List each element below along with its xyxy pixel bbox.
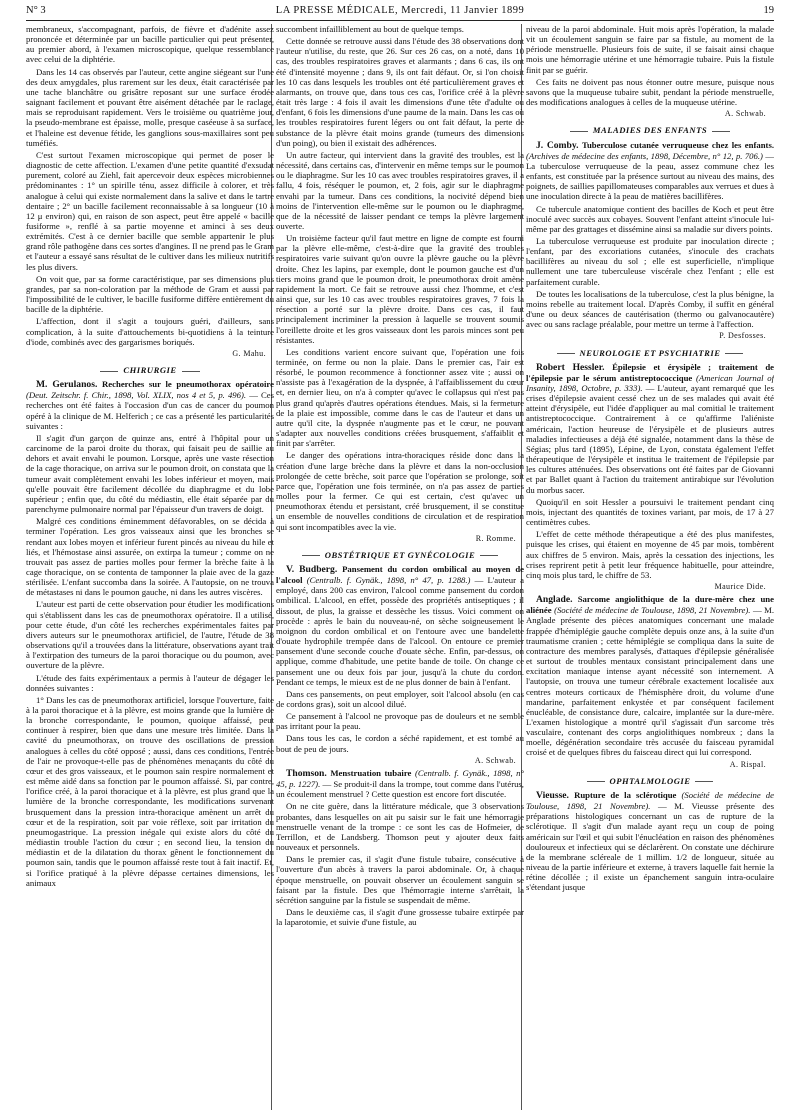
paragraph: 1° Dans les cas de pneumothorax artificiel, lorsque l'ouverture, faite à la paroi thoracique et à la plèvre, est moins grande que la lumière de la bronche correspondante, le poumon, quoique affaissé, peut continuer à respirer, bien que dans une mesure très limitée. Dans la cavité du pneumothorax, on trouve des oscillations de pression analogues à celles du côté opposé ; aussi, dans ces conditions, l'entrée de l'air ne provoque-t-elle pas de phénomènes menaçants du côté du cœur et des gros vaisseaux, et le poumon sain respire normalement et est même aidé dans sa fonction par le poumon affaissé. Si, par contre, l'orifice créé, à la paroi thoracique et à la plèvre, est plus grand que la lumière de la bronche correspondante, les modifications survenant brusquement dans la pression intra-thoracique amènent un arrêt du cœur et de la respiration, soit par voie réflexe, soit par irritation du pneumogastrique. La pression inégale qui existe alors du côté du médiastin trouble l'action du cœur ; en second lieu, la tension du médiastin et de la dilatation du thorax gênent le fonctionnement du poumon sain, tandis que le poumon affaissé reste tout à fait inactif. Et, si l'orifice pratiqué à la plèvre dépasse certaines dimensions, les animaux: [26, 694, 274, 888]
paragraph: De toutes les localisations de la tuberculose, c'est la plus bénigne, la moins rebelle au traitement local. D'après Comby, il suffit en général d'une ou deux séances de cautérisation (thermo ou galvanocautère) avec ou sans raclage préalable, pour mettre un terme à l'affection.: [526, 288, 774, 330]
article-lead: [526, 594, 774, 758]
paragraph: membraneux, s'accompagnant, parfois, de fièvre et d'adénite assez prononcée et déterminée par un bacille particulier qui peut présenter, au premier abord, à l'examen microscopique, quelque ressemblance avec celui de la diphtérie.: [26, 24, 274, 65]
author-signature: A. Rispal.: [729, 759, 766, 769]
column-2: [276, 24, 524, 1110]
article-author: M. Gerulanos.: [36, 379, 98, 391]
article-lead: [526, 140, 774, 202]
paragraph: Dans ces pansements, on peut employer, soit l'alcool absolu (en cas de cordons gras), soit un alcool dilué.: [276, 688, 524, 709]
article-author: Vieusse.: [536, 789, 569, 801]
article-title: Pansement du cordon ombilical au moyen de l'alcool: [276, 563, 524, 586]
paragraph: Il s'agit d'un garçon de quinze ans, entré à l'hôpital pour un carcinome de la paroi droite du thorax, qui faisait peu de saillie au dehors et avait envahi le poumon. Lorsque, après une vaste résection de la cage thoracique, on arriva sur le poumon droit, on constata que la tumeur avait complètement envahi les lobes inférieur et moyen, mais qu'elle pouvait être facilement décollée du diaphragme et du lobe supérieur ; enfin que, du côté du médiastin, elle était séparée par du parenchyme pulmonaire normal par l'épaisseur d'un travers de doigt.: [26, 432, 274, 515]
paragraph: Les conditions varient encore suivant que, l'opération une fois terminée, on ferme ou non la plaie. Dans le premier cas, l'air est résorbé, le poumon recommence à fonctionner assez vite ; aussi on n'assiste pas à l'exagération de la dyspnée, à l'affaiblissement du cœur et, en dernier lieu, on n'a à compter qu'avec le collapsus qui n'est pas plus grand qu'après d'autres opérations étendues. Mais, si la fermeture de la plaie est impossible, comme dans le cas de l'auteur et dans un autre qu'il cite, la dyspnée n'augmente pas et le cœur, ne pouvant s'adapter aux nouvelles conditions créées brusquement, s'affaiblit et finit par s'arrêter.: [276, 346, 524, 449]
paragraph: Dans le premier cas, il s'agit d'une fistule tubaire, consécutive à l'ouverture d'un abcès à travers la paroi abdominale. Or, à chaque époque menstruelle, on pouvait observer un écoulement sanguin se faisant par la fistule. Des que l'hémorragie interne s'arrêtait, la sécrétion sanguine par la fistule se suspendait de même.: [276, 854, 524, 905]
article-lead: [526, 362, 774, 495]
paragraph: C'est surtout l'examen microscopique qui permet de poser le diagnostic de cette affection. L'examen d'une petite quantité d'exsudat purement, coloré au Ziehl, fait apercevoir deux espèces microbiennes prédominantes : 1° un spirille ténu, assez difficile à colorer, et très analogue à celui qui existe normalement dans la salive et dans le tartre dentaire ; 2° un bacille facilement reconnaissable à sa longueur (10 à 12 μ environ) qui, en raison de son aspect, peut être appelé « bacille fusiforme », renflé à sa partie moyenne et aminci à ses deux extrémités. C'est à ce dernier bacille que semble appartenir le plus grand rôle pathogène dans ces sortes d'angines. Il ne prend pas le Gram et l'auteur a essayé sans résultat de le cultiver dans les milieux nutritifs les plus divers.: [26, 149, 274, 272]
paragraph: La tuberculose verruqueuse est produite par inoculation directe ; l'enfant, par des excoriations cutanées, s'inocule des crachats bacillifères au niveau du sol ; elle est superficielle, n'implique nullement une tare tuberculeuse viscérale chez l'enfant ; elle est parfaitement curable.: [526, 235, 774, 287]
article-lead: [26, 379, 274, 431]
paragraph: Quoiqu'il en soit Hessler a poursuivi le traitement pendant cinq mois, injectant des quantités de toxines variant, par mois, de 17 à 27 centimètres cubes.: [526, 496, 774, 528]
paragraph: Dans les 14 cas observés par l'auteur, cette angine siégeant sur l'une des deux amygdales, plus rarement sur les deux, était caractérisée par une tache blanchâtre ou grisâtre reposant sur une surface érodée saignant facilement et pouvant être aisément détachée par le raclage, mais se reproduisant rapidement. Vers le troisième ou quatrième jour, la pseudo-membrane est épaisse, molle, presque caséeuse à sa surface, et l'haleine est devenue fétide, les ganglions sous-maxillaires sont peu tuméfiés.: [26, 66, 274, 148]
author-signature: G. Mahu.: [232, 348, 266, 358]
issue-number: N° 3: [26, 5, 46, 16]
article-title: Épilepsie et érysipèle ; traitement de l'épilepsie par le sérum antistreptococcique: [526, 361, 774, 383]
column-3: [526, 24, 774, 1110]
paragraph: L'auteur est parti de cette observation pour étudier les modifications qui s'établissent dans les cas de pneumothorax opératoire. Il a utilisé, pour cette étude, d'un côté les recherches expérimentales faites par divers auteurs sur le pneumothorax artificiel, de l'autre, l'étude de 38 observations qu'il a trouvées dans la littérature, observations ayant trait à l'extirpation des tumeurs de la paroi thoracique ou du poumon, avec ouverture de la plèvre.: [26, 599, 274, 671]
author-signature: R. Romme.: [475, 533, 516, 543]
paragraph: Malgré ces conditions éminemment défavorables, on se décida à terminer l'opération. Les gros vaisseaux ainsi que les bronches se rendant aux lobes moyen et inférieur furent pincés au niveau du hile et liés, et l'hémostase ainsi assurée, on extirpa la tumeur ; comme on ne trouvait pas assez de parties molles pour fermer la brèche faite à la cage thoracique, on se contenta de tamponner la plaie avec de la gaze stérilisée. L'enfant succomba dans la soirée. A l'autopsie, on ne trouva de métastases ni dans le poumon gauche, ni dans les autres viscères.: [26, 516, 274, 598]
page-header: [26, 4, 774, 21]
newspaper-title: LA PRESSE MÉDICALE, Mercredi, 11 Janvier 1899: [275, 5, 525, 16]
article-author: Robert Hessler.: [536, 361, 605, 373]
article-text: — L'auteur, ayant remarqué que les crises d'épilepsie avaient cessé chez un de ses malades qui avait été atteint d'érysipèle, eut l'idée d'appliquer au mal comitial le traitement antistreptococcique. Contrairement à ce qu'affirme l'aliéniste américain, l'action heureuse de l'érysipèle et de plusieurs autres maladies infectieuses a déjà été signalée, notamment dans la thèse de Ségias; plus tard (1895), Lépine, de Lyon, constata également l'effet thérapeutique de l'érysipèle et institua le traitement de l'épilepsie par les cultures atténuées. Des observations ont été faites par de Giovanni et par Ballet quant à l'action du traitement antirabique sur l'évolution du morbus sacer.: [526, 383, 774, 495]
article-lead: [276, 564, 524, 687]
article-text: — M. Anglade présente des pièces anatomiques concernant une malade frappée d'hémiplégie gauche complète depuis onze ans, à la suite d'un traumatisme cranien ; cette hémiplégie se compliqua dans la suite de contracture des membres paralysés, d'attaques d'épilepsie généralisée et surtout de troubles mentaux consistant principalement dans une excitation maniaque intense ayant nécessité son internement. A l'autopsie, on trouva une tumeur cérébrale exactement localisée aux centres moteurs corticaux de l'hémisphère droit, du volume d'une mandarine, parfaitement enkystée et par conséquent facilement énucléable, de consistance dure, calcaire, implantée sur la dure-mère. L'examen histologique a montré qu'il s'agissait d'un sarcome très vasculaire, contenant des corps angiolithiques nombreux ; dans la moelle, dégénération secondaire très accusée du faisceau pyramidal croisé et de quelques fibres du faisceau direct qui lui correspond.: [526, 605, 774, 758]
article-text: — L'auteur a employé, dans 200 cas environ, l'alcool comme pansement du cordon ombilical. L'alcool, en effet, possède des propriétés antiseptiques ; il dissout, de plus, la graisse et dessèche les tissus. Voici comment on procède : après le bain du nouveau-né, on sèche soigneusement le moignon du cordon ombilical et on l'entoure avec une bandelette d'ouate hydrophile trempée dans de l'alcool. On entoure ce premier pansement d'une seconde couche d'ouate sèche. Enfin, par-dessus, on applique, comme d'habitude, une petite bande de toile. On change ce pansement une ou deux fois par jour, jusqu'à la chute du cordon. Pendant ce temps, le mieux est de ne plus donner de bain à l'enfant.: [276, 575, 524, 687]
article-title: Menstruation tubaire: [330, 767, 412, 778]
article-author: J. Comby.: [536, 139, 579, 151]
section-heading: CHIRURGIE: [26, 365, 274, 375]
paragraph: On voit que, par sa forme caractéristique, par ses dimensions plus grandes, par sa non-coloration par la méthode de Gram et aussi par l'impossibilité de le cultiver, le bacille fusiforme diffère entièrement du bacille de la diphtérie.: [26, 273, 274, 315]
paragraph: Ce pansement à l'alcool ne provoque pas de douleurs et ne semble pas irritant pour la peau.: [276, 711, 524, 732]
author-signature: A. Schwab.: [474, 755, 516, 765]
article-source: (Centralb. f. Gynäk., 1898, n° 45, p. 1227).: [276, 767, 524, 790]
section-heading: MALADIES DES ENFANTS: [526, 125, 774, 135]
article-source: (Deut. Zeitschr. f. Chir., 1898, Vol. XLIX, nos 4 et 5, p. 496).: [26, 390, 247, 401]
paragraph: niveau de la paroi abdominale. Huit mois après l'opération, la malade vit un écoulement sanguin se faire par sa fistule, au moment de la période menstruelle. Plusieurs fois de suite, il se faisait ainsi chaque mois une hémorragie utérine et une hémorragie tubaire. Puis la fistule finit par se guérir.: [526, 24, 774, 75]
paragraph: Dans tous les cas, le cordon a séché rapidement, et est tombé au bout de peu de jours.: [276, 733, 524, 754]
paragraph: L'effet de cette méthode thérapeutique a été des plus manifestes, puisque les crises, qui étaient en moyenne de 45 par mois, tombèrent aux chiffres de 5 environ. Mais, après la cessation des injections, les crises reprirent petit à petit leur fréquence habituelle, pour atteindre, cinq mois plus tard, le chiffre de 53.: [526, 529, 774, 580]
paragraph: Un troisième facteur qu'il faut mettre en ligne de compte est fourni par la plèvre elle-même, c'est-à-dire que la gravité des troubles respiratoires varie suivant qu'on ouvre la plèvre gauche ou la plèvre droite. Chez les lapins, par exemple, dont le poumon gauche est d'un tiers moins grand que le poumon droit, le pneumothorax droit amène rapidement la mort. Ce fait se retrouve aussi chez l'homme, et c'est ainsi que, sur les 10 cas avec troubles respiratoires graves, 7 fois la résection a porté sur la plèvre droite. Dans ces cas, il faut principalement incriminer la pression à laquelle se trouvent soumis l'oreillette droite et les gros vaisseaux dont les parois minces sont peu résistantes.: [276, 233, 524, 345]
article-text: — Ces recherches ont été faites à l'occasion d'un cas de cancer du poumon opéré à la clinique de M. Helferich ; ce cas a présenté les particularités suivantes :: [26, 390, 274, 431]
article-lead: [276, 768, 524, 799]
section-heading: OBSTÉTRIQUE ET GYNÉCOLOGIE: [276, 550, 524, 560]
paragraph: On ne cite guère, dans la littérature médicale, que 3 observations probantes, dans lesquelles on ait pu saisir sur le fait une hémorragie menstruelle venant de la trompe : ce sont les cas de Hofmeier, de Terrillon, et de Landsberg. Thomson peut y ajouter deux faits nouveaux et personnels.: [276, 801, 524, 853]
paragraph: Cette donnée se retrouve aussi dans l'étude des 38 observations dont l'auteur n'utilise, du reste, que 26. Sur ces 26 cas, on a noté, dans 10 cas, des troubles respiratoires graves et alarmants ; dans 6 cas, ils ont été d'intensité moyenne ; dans 9, ils ont fait défaut. Or, si l'on choisit les 10 cas dans lesquels les troubles ont été particulièrement graves et alarmants, on trouve que, dans tous ces cas, l'orifice créé à la plèvre était très large : 4 fois il avait les dimensions d'une tête d'adulte ou d'enfant, 6 fois les dimensions d'une paume de la main. Dans les cas où les troubles respiratoires furent légers ou ont fait défaut, la perte de substance de la plèvre était moins grande (tumeurs des dimensions d'un poing), ou bien il existait des adhérences.: [276, 36, 524, 148]
paragraph: L'étude des faits expérimentaux a permis à l'auteur de dégager les données suivantes :: [26, 672, 274, 693]
author-signature: P. Desfosses.: [719, 331, 766, 341]
article-text: — La tuberculose verruqueuse de la peau, assez commune chez les enfants, est constituée par la présence surtout au niveau des mains, des poignets, de saillies papillomateuses comparables aux verrues et dues à une inoculation directe à la peau de matières bacillifères.: [526, 150, 774, 202]
article-source: (Centralb. f. Gynäk., 1898, n° 47, p. 1288.): [306, 575, 471, 586]
article-title: Recherches sur le pneumothorax opératoire: [102, 379, 274, 390]
paragraph: Ces faits ne doivent pas nous étonner outre mesure, puisque nous savons que la muqueuse tubaire subit, pendant la période menstruelle, des modifications analogues à celles de la muqueuse utérine.: [526, 76, 774, 108]
article-source: (Société de médecine de Toulouse, 1898, 21 Novembre).: [526, 789, 774, 812]
article-author: Thomson.: [286, 767, 327, 779]
article-lead: [526, 790, 774, 893]
section-heading: NEUROLOGIE ET PSYCHIATRIE: [526, 348, 774, 358]
paragraph: Un autre facteur, qui intervient dans la gravité des troubles, est la nécessité, dans certains cas, d'intervenir en même temps sur le poumon ou le diaphragme. Sur les 10 cas avec troubles respiratoires graves, il a fallu, 4 fois, réséquer le poumon, et, 2 fois, agir sur le diaphragme envahi par la tumeur. Dans ces conditions, la nocivité dépend bien moins de l'intervention elle-même sur le poumon ou le diaphragme, que de la nécessité de laisser pendant ce temps la plèvre largement ouverte.: [276, 149, 524, 231]
article-author: V. Budberg.: [286, 563, 338, 575]
page-number: 19: [763, 5, 774, 16]
paragraph: succombent infailliblement au bout de quelque temps.: [276, 24, 464, 34]
article-text: — M. Vieusse présente des préparations histologiques concernant un cas de rupture de la sclérotique. Il s'agit d'un malade ayant reçu un coup de poing américain sur l'œil et qui subit l'énucléation en raison des phénomènes douloureux et infectieux qui se déclarèrent. On constate une déchirure de la membrane scléreale de 1 millim. 1/2 de longueur, située au niveau de la partie inférieure et externe, à travers laquelle fait hernie la rétine décollée ; il existe un épanchement sanguin intra-oculaire s'étendant jusque: [526, 801, 774, 893]
article-title: Rupture de la sclérotique: [574, 789, 677, 800]
paragraph: Ce tubercule anatomique contient des bacilles de Koch et peut être inoculé avec succès aux cobayes. Souvent l'enfant atteint s'inocule lui-même par des grattages et dissémine ainsi sa maladie sur divers points.: [526, 203, 774, 234]
article-author: Anglade.: [536, 594, 573, 606]
paragraph: Le danger des opérations intra-thoraciques réside donc dans la création d'une large brèche dans la plèvre et dans la non-occlusion prolongée de cette brèche, soit parce que l'opération se prolonge, soit parce que, l'opération une fois terminée, on n'a pas assez de parties molles pour la fermer. Ce qui est certain, c'est qu'avec un pneumothorax étendu et persistant, créé brusquement, il se constitue un ensemble de nouvelles conditions de circulation et de respiration qui sont incompatibles avec la vie.: [276, 450, 524, 532]
article-title: Tuberculose cutanée verruqueuse chez les enfants.: [581, 139, 774, 150]
article-source: (Société de médecine de Toulouse, 1898, 21 Novembre).: [554, 605, 751, 616]
paragraph: L'affection, dont il s'agit a toujours guéri, d'ailleurs, sans complication, à la suite d'attouchements bi-quotidiens à la teinture d'iode, combinés avec des gargarismes boriqués.: [26, 316, 274, 347]
paragraph: Dans le deuxième cas, il s'agit d'une grossesse tubaire extirpée par la laparotomie, et suivie d'une fistule, au: [276, 906, 524, 928]
section-heading: OPHTALMOLOGIE: [526, 776, 774, 786]
author-signature: A. Schwab.: [724, 109, 766, 119]
author-signature: Maurice Dide.: [714, 581, 766, 591]
column-1: [26, 24, 274, 1110]
article-source: (American Journal of Insanity, 1898, Octobre, p. 333).: [526, 372, 774, 393]
article-title: Sarcome angiolithique de la dure-mère chez une aliénée: [526, 594, 774, 616]
article-source: (Archives de médecine des enfants, 1898, Décembre, n° 12, p. 706.): [526, 150, 763, 161]
article-text: — Se produit-il dans la trompe, tout comme dans l'utérus, un écoulement menstruel ? Cette question est encore fort discutée.: [276, 779, 524, 800]
